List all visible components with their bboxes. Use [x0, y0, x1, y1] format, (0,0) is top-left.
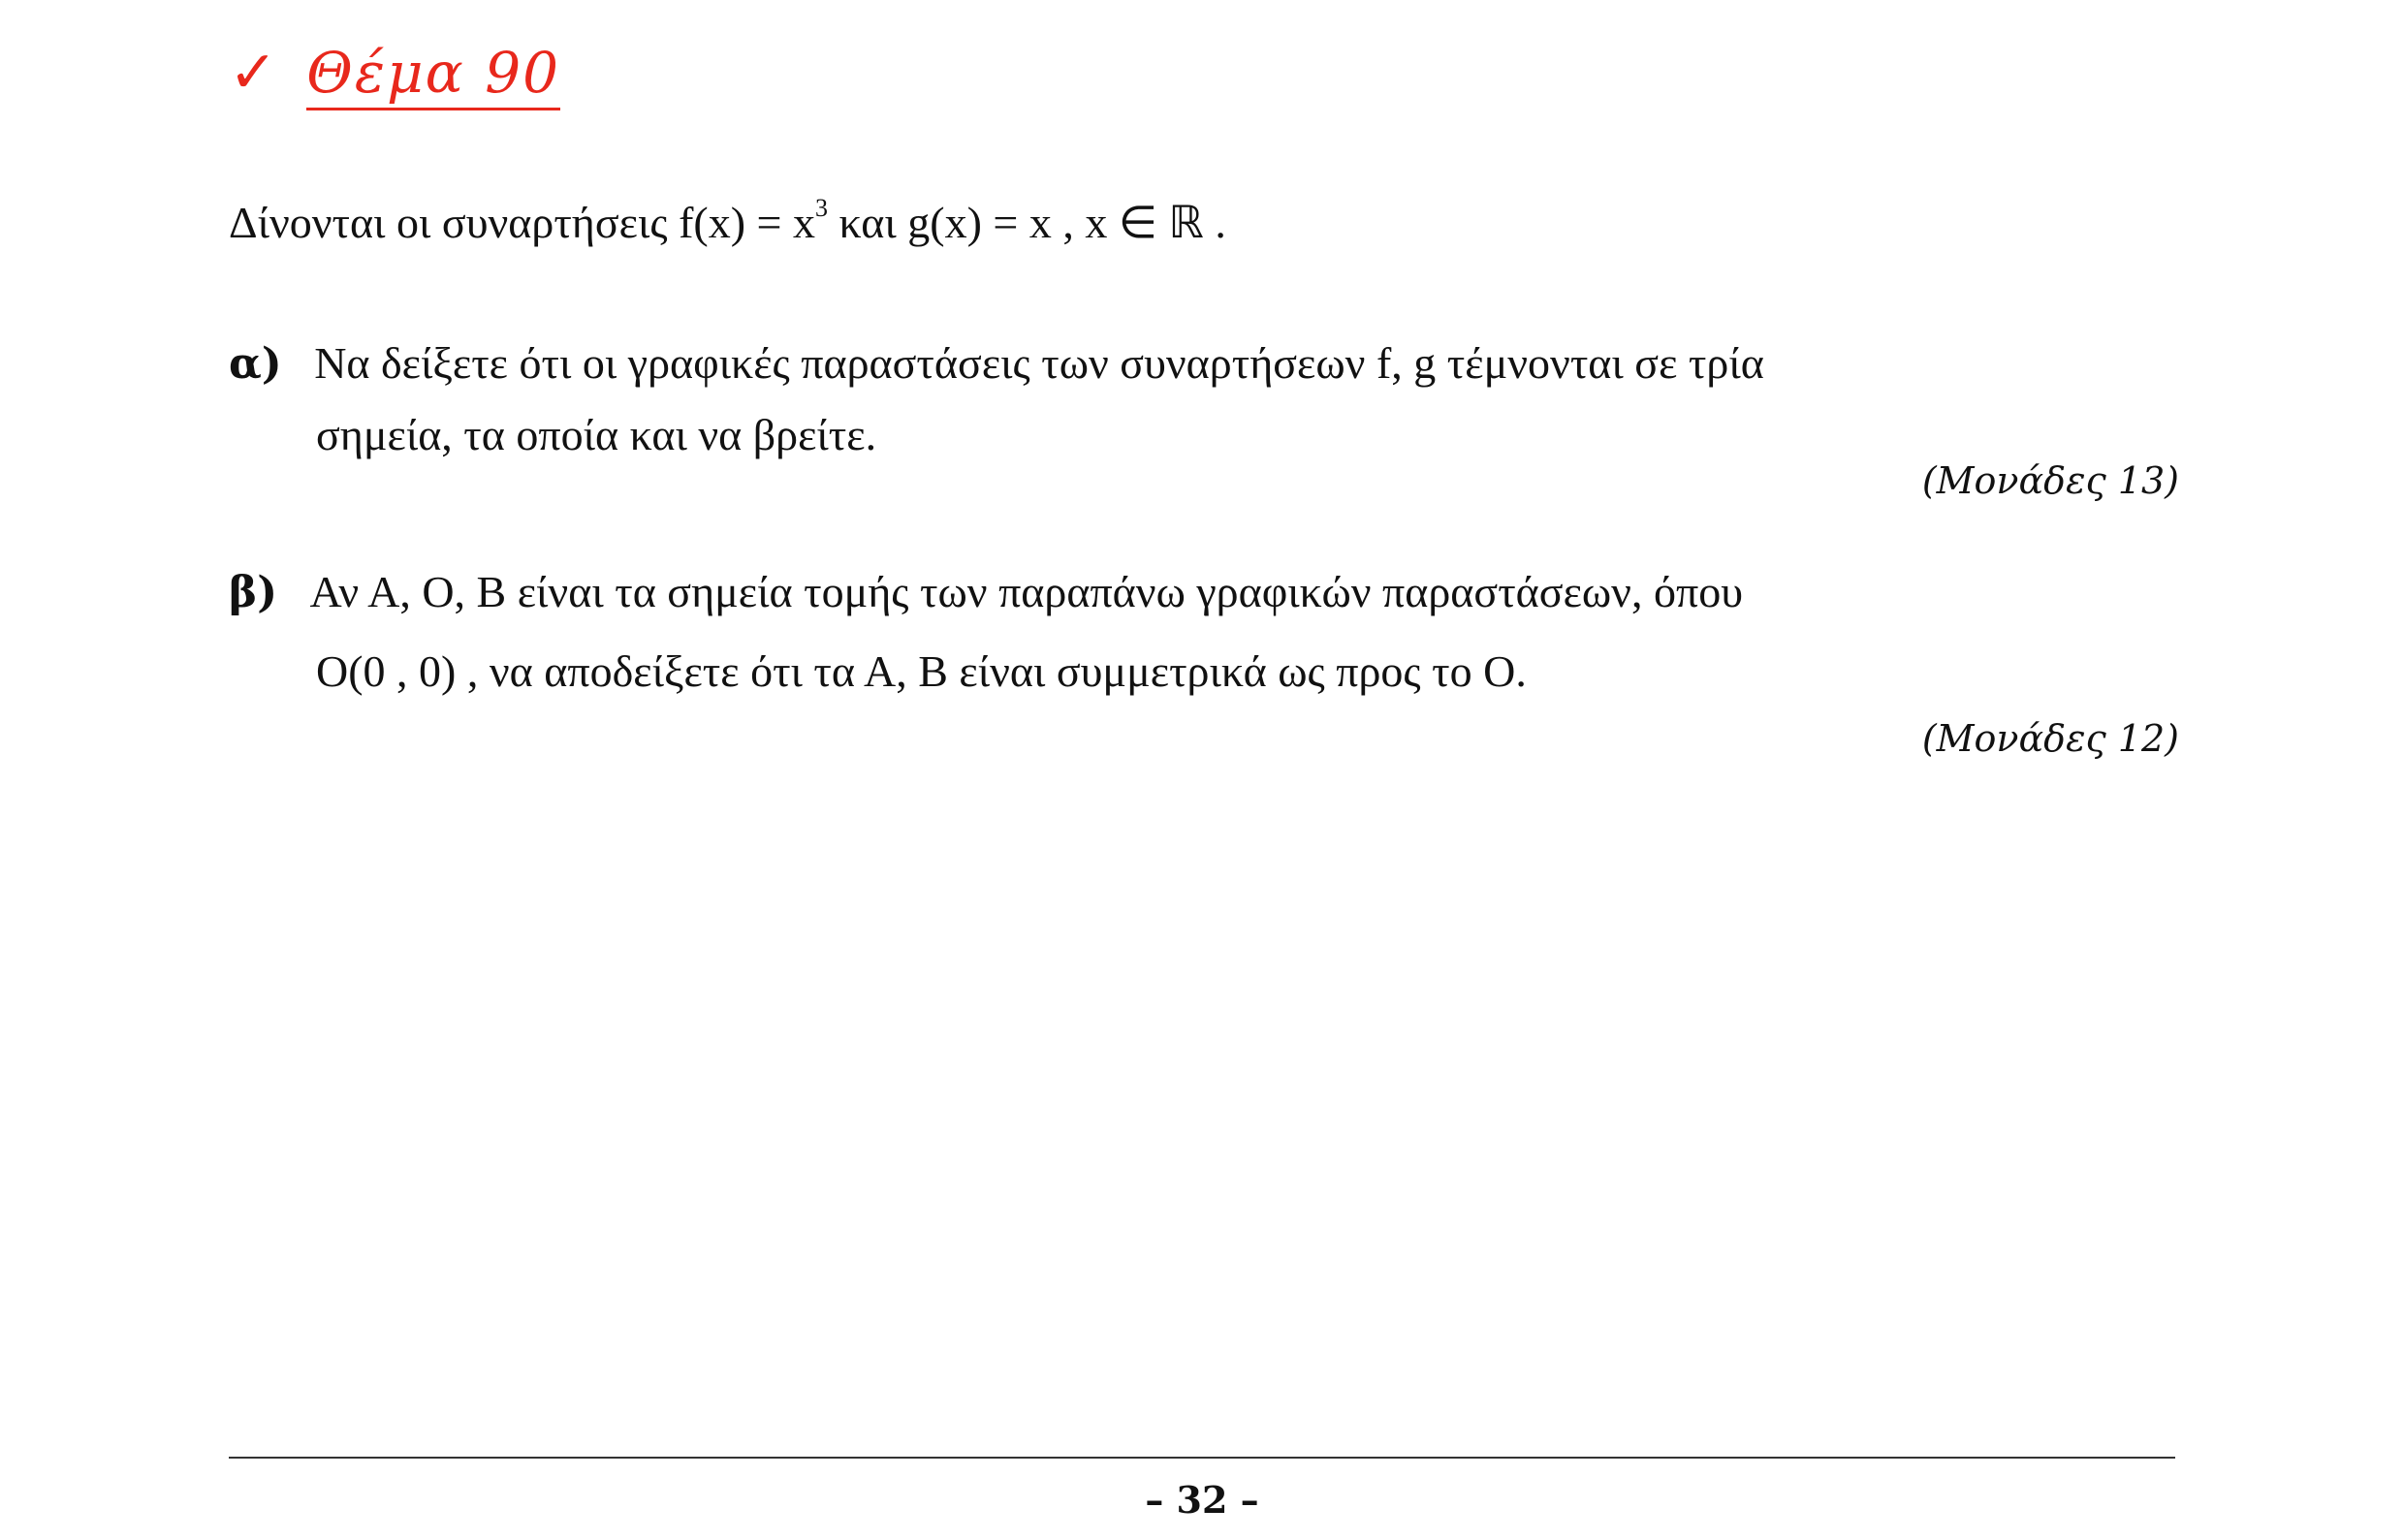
topic-title: Θέμα 90: [306, 40, 560, 110]
intro-text: Δίνονται οι συναρτήσεις: [229, 198, 680, 247]
domain-statement: , x ∈ ℝ .: [1051, 198, 1226, 247]
g-definition: g(x) = x: [907, 198, 1052, 247]
part-b-label: β): [229, 568, 278, 617]
part-b-text1: Αν Α, Ο, Β είναι τα σημεία τομής των παραπάνω γραφικών παραστάσεων, όπου: [309, 567, 1743, 616]
part-b-line2: O(0 , 0) , να αποδείξετε ότι τα Α, Β είναι συμμετρικά ως προς το Ο.: [316, 646, 1527, 696]
part-a-line1: [229, 337, 1764, 389]
part-a-line2: σημεία, τα οποία και να βρείτε.: [316, 410, 877, 459]
f-exponent: 3: [814, 194, 828, 222]
page-number: – 32 –: [1145, 1478, 1259, 1522]
part-b-line1: [229, 566, 1743, 617]
topic-heading: [229, 39, 560, 110]
part-a-text1: Να δείξετε ότι οι γραφικές παραστάσεις των συναρτήσεων f, g τέμνονται σε τρία: [314, 338, 1764, 388]
intro-statement: [229, 194, 1226, 248]
intro-conjunction: και: [827, 198, 908, 247]
part-a-label: α): [229, 339, 282, 389]
f-definition: f(x) = x: [679, 198, 815, 247]
footer-divider: [229, 1457, 2175, 1459]
checkmark-icon: ✓: [229, 39, 278, 107]
part-a-marks: (Μονάδες 13): [1921, 459, 2179, 502]
part-b-marks: (Μονάδες 12): [1921, 717, 2179, 760]
